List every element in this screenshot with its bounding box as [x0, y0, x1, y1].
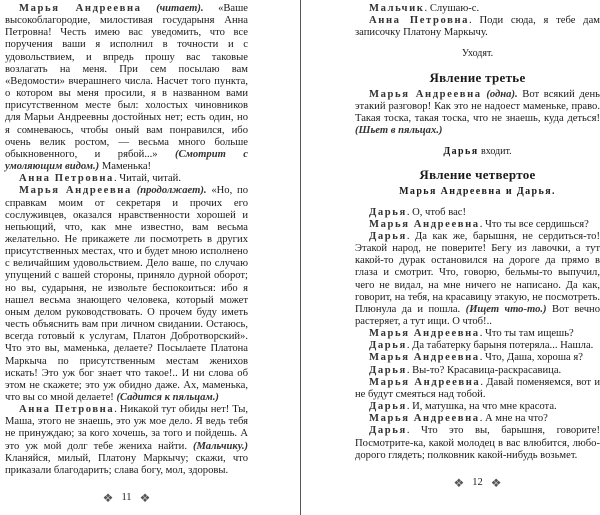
speaker-name: Марья Андреевна — [369, 376, 481, 388]
speaker-name: Марья Андреевна — [369, 218, 480, 230]
dialogue-text: . Вы-то? Красавица-раскрасавица. — [406, 364, 562, 376]
dialogue-paragraph — [355, 219, 600, 231]
stage-direction: (Садится к пяльцам.) — [113, 392, 219, 403]
speaker-name: Дарья — [369, 340, 407, 352]
dialogue-text: «Ваше высокоблагородие, милостивая государыня Анна Петровна! Честь имею вас уведомить, что все поручения ваши я исполнил в точности и с удовольствием, и впредь прошу вас таковые возлагать на меня. При сем посылаю вам «Ведомости» вчерашнего числа. Насчет того пункта, о котором вы меня просили, я в названном вами присутственном месте был: холостых чиновников для Марьи Андреевны достойных нет; есть один, но я сомневаюсь, чтобы оный вам понравился, ибо очень велик ростом, — весьма много больше обыкновенного, и рябой...» — [5, 3, 248, 160]
dialogue-paragraph — [355, 231, 600, 328]
speaker-name: Марья Андреевна — [369, 328, 480, 340]
dialogue-block — [355, 207, 600, 462]
stage-direction: (одна). — [481, 88, 518, 100]
ornament-icon: ❖ — [102, 491, 114, 506]
page-number: 11 — [121, 492, 132, 504]
stage-direction: (Шьет в пяльцах.) — [355, 125, 443, 137]
speaker-name: Дарья — [443, 146, 479, 158]
dialogue-text: . Да табатерку барыня потеряла... Нашла. — [406, 340, 594, 352]
dialogue-block — [5, 3, 248, 477]
dialogue-text: Кланяйся, милый, Платону Маркычу; скажи, что приказали благодарить; слава богу, мол, здоровы. — [5, 452, 248, 476]
speaker-name: Марья Андреевна — [369, 88, 482, 100]
speaker-name: Дарья — [369, 401, 407, 413]
stage-text: входит. — [478, 146, 512, 158]
stage-direction: (продолжает). — [131, 185, 207, 197]
stage-direction: (Смотрит с умоляющим видом.) — [5, 148, 248, 173]
speaker-name: Анна Петровна — [369, 15, 470, 27]
speaker-name: Марья Андреевна — [369, 413, 480, 425]
dialogue-block — [355, 3, 600, 39]
dialogue-text: . Слушаю-с. — [424, 3, 480, 14]
stage-direction-enter — [355, 146, 600, 158]
dialogue-text: «Но, по справкам моим от секретаря и прочих его сослуживцев, оказался нравственности хорошей и непьющий, что, как мне известно, вам весьма желательно. Не прикажете ли посмотреть в других присутственных местах, что и будет мною исполнено с величайшим удовольствием. Дело ваше, по случаю упущений с вашей стороны, приняло дурной оборот; но вы, сударыня, не извольте беспокоиться: ибо я нашел весьма знающего человека, который может оным делом руководствовать. О прочем буду иметь честь объяснить вам при личном свидании. Остаюсь, всегда готовый к услугам, Платон Добротворский». Что это вы, маменька, делаете? Посылаете Платона Маркыча по присутственным местам женихов искать! Это уж бог знает что такое!.. И ни слова об этом не скажете; это уж обидно даже. Ах, маменька, что вы со мной делаете! — [5, 185, 248, 403]
ornament-icon: ❖ — [139, 491, 151, 506]
dialogue-text: Вот всякий день этакий разговор! Как это не надоест маменьке, право. Такая тоска, такая тоска, что не знаешь, куда деться! — [355, 88, 600, 124]
dialogue-text: . Да как же, барышня, не сердиться-то! Этакой народ, не поверите! Бегу из лавочки, а тут какой-то дурак остановился на дороге да прямо в глаза и смотрит. Что, говорю, бельмы-то выпучил, чего не видал, на мне ничего не написано. Да как, говорит, на тебя, на красавицу этакую, не посмотреть. Плюнула да и пошла. — [355, 230, 600, 315]
dialogue-paragraph — [355, 425, 600, 461]
dialogue-text: . Поди сюда, я тебе дам записочку Платону Маркычу. — [355, 15, 600, 39]
dialogue-paragraph — [355, 89, 600, 138]
dialogue-text: . Что это вы, барышня, говорите! Посмотрите-ка, какой молодец в вас влюбится, любо-дорого глядеть; полковник какой-нибудь возьмет. — [355, 425, 600, 461]
dialogue-text: Вот вечно растеряет, а тут ищи. О чтоб!.. — [355, 303, 600, 327]
scene-title: Явление третье — [429, 69, 526, 85]
speaker-name: Дарья — [369, 206, 407, 218]
dialogue-text: . Что, Даша, хороша я? — [479, 352, 583, 364]
dialogue-paragraph — [355, 328, 600, 340]
dialogue-text: Маменька! — [99, 161, 152, 173]
page-number-right — [355, 476, 600, 490]
left-page-text — [5, 3, 248, 477]
dialogue-paragraph — [355, 3, 600, 15]
ornament-icon: ❖ — [453, 475, 465, 490]
speaker-name: Дарья — [369, 364, 407, 376]
dialogue-text: . О, чтоб вас! — [406, 206, 467, 218]
dialogue-paragraph — [355, 340, 600, 352]
dialogue-text: . А мне на что? — [479, 413, 548, 425]
speaker-name: Марья Андреевна — [369, 352, 480, 364]
dialogue-text: . И, матушка, на что мне красота. — [406, 401, 557, 413]
dialogue-paragraph — [355, 413, 600, 425]
dialogue-text: . Никакой тут обиды нет! Ты, Маша, этого не знаешь, это уж мое дело. Я ведь тебя не принуждаю; за кого хочешь, за того и пойдешь. А это уж мой долг тебе жениха найти. — [5, 404, 248, 452]
stage-direction-exit: Уходят. — [461, 48, 494, 60]
stage-direction: (Ищет что-то.) — [460, 303, 547, 315]
right-page — [300, 0, 600, 515]
dialogue-text: . Читай, читай. — [113, 173, 181, 185]
dialogue-paragraph — [5, 3, 248, 173]
page-number: 12 — [472, 476, 483, 488]
speaker-name: Марья Андреевна — [19, 185, 132, 197]
speaker-name: Дарья — [369, 425, 407, 437]
scene-cast: Марья Андреевна и Дарья. — [399, 186, 556, 198]
dialogue-paragraph — [355, 352, 600, 364]
stage-direction: (Мальчику.) — [187, 440, 248, 452]
ornament-icon: ❖ — [490, 475, 502, 490]
dialogue-paragraph — [355, 377, 600, 401]
dialogue-paragraph — [5, 404, 248, 477]
speaker-name: Анна Петровна — [19, 173, 114, 185]
page-number-left — [5, 491, 248, 505]
right-page-text — [355, 3, 600, 462]
dialogue-block — [355, 89, 600, 138]
dialogue-text: . Давай поменяемся, вот и не будут смеяться над тобой. — [355, 376, 600, 400]
dialogue-text: . Что ты все сердишься? — [479, 218, 589, 230]
stage-direction: (читает). — [141, 3, 204, 14]
scene-title: Явление четвертое — [419, 167, 536, 183]
dialogue-paragraph — [355, 401, 600, 413]
dialogue-paragraph — [355, 15, 600, 39]
speaker-name: Мальчик — [369, 3, 425, 14]
speaker-name: Дарья — [369, 230, 407, 242]
dialogue-paragraph — [5, 185, 248, 404]
dialogue-paragraph — [5, 173, 248, 185]
speaker-name: Анна Петровна — [19, 404, 115, 416]
dialogue-paragraph — [355, 365, 600, 377]
dialogue-text: . Что ты там ищешь? — [479, 328, 574, 340]
dialogue-paragraph — [355, 207, 600, 219]
speaker-name: Марья Андреевна — [19, 3, 142, 14]
